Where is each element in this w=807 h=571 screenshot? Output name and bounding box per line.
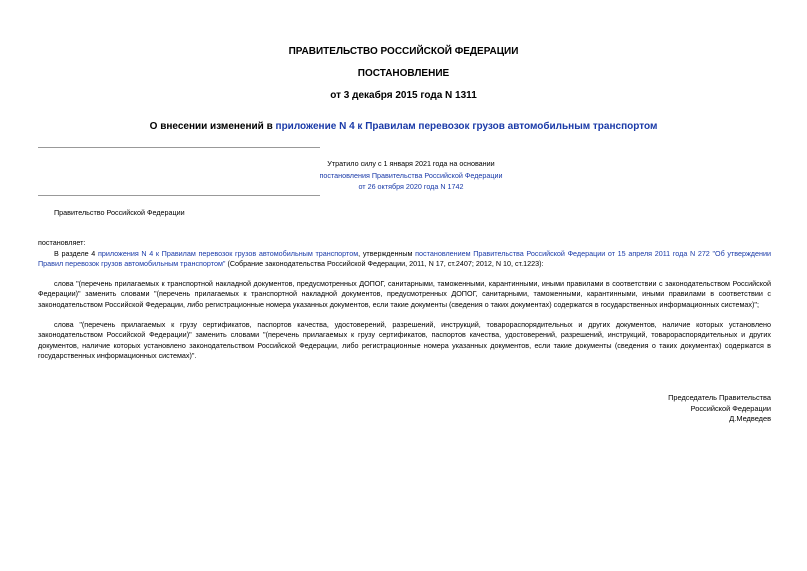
title-link[interactable]: приложение N 4 к Правилам перевозок грузов автомобильным транспортом: [275, 121, 658, 132]
paragraph-1: [38, 249, 771, 270]
p1-text-a: В разделе 4: [54, 249, 98, 258]
p1-link-resolution[interactable]: постановлением Правительства Российской Федерации от 15 апреля 2011 года N 272 "Об утверждении Правил перевозок грузов автомобильным транспортом": [38, 249, 771, 269]
p1-text-b: , утвержденным: [358, 249, 416, 258]
title-prefix: О внесении изменений в: [149, 121, 276, 132]
repeal-note: [246, 158, 576, 193]
divider-bottom: [38, 195, 320, 196]
repeal-note-link-2[interactable]: от 26 октября 2020 года N 1742: [358, 182, 464, 191]
p1-text-c: (Собрание законодательства Российской Федерации, 2011, N 17, ст.2407; 2012, N 10, ст.1223):: [225, 259, 544, 269]
document-type: ПОСТАНОВЛЕНИЕ: [357, 68, 450, 79]
issuer: Правительство Российской Федерации: [54, 208, 185, 217]
divider-top: [38, 147, 320, 148]
p1-link-appendix[interactable]: приложения N 4 к Правилам перевозок грузов автомобильным транспортом: [97, 249, 359, 258]
signature-name: Д.Медведев: [729, 414, 771, 424]
document-title: [0, 121, 807, 132]
signature-block: [551, 393, 771, 425]
repeal-note-text: Утратило силу с 1 января 2021 года на основании: [327, 159, 495, 168]
signature-position-1: Председатель Правительства: [668, 393, 771, 402]
government-heading: ПРАВИТЕЛЬСТВО РОССИЙСКОЙ ФЕДЕРАЦИИ: [288, 46, 519, 57]
signature-position-2: Российской Федерации: [690, 403, 771, 413]
paragraph-2: слова "(перечень прилагаемых к транспортной накладной документов, предусмотренных ДОПОГ, санитарными, таможенными, карантинными, иными правилами в соответствии с законодательством Российской Федерации)" заменить словами "(перечень прилагаемых к транспортной накладной документов, предусмотренных ДОПОГ, санитарными, таможенными, карантинными, иными правилами в соответствии с законодательством Российской Федерации, либо регистрационные номера указанных документов, если такие документы (сведения о таких документах) содержатся в государственных информационных системах)";: [38, 279, 771, 309]
decrees: постановляет:: [38, 238, 86, 247]
repeal-note-link-1[interactable]: постановления Правительства Российской Федерации: [319, 170, 503, 180]
paragraph-3: слова "(перечень прилагаемых к грузу сертификатов, паспортов качества, удостоверений, разрешений, инструкций, товарораспорядительных и других документов, наличие которых установлено законодательством Российской Федерации)" заменить словами "(перечень прилагаемых к грузу сертификатов, паспортов качества, удостоверений, разрешений, инструкций, товарораспорядительных и других документов, наличие которых установлено законодательством Российской Федерации, либо регистрационные номера указанных документов, если такие документы (сведения о таких документах) содержатся в государственных информационных системах)".: [38, 320, 771, 361]
document-date-number: от 3 декабря 2015 года N 1311: [330, 90, 477, 101]
